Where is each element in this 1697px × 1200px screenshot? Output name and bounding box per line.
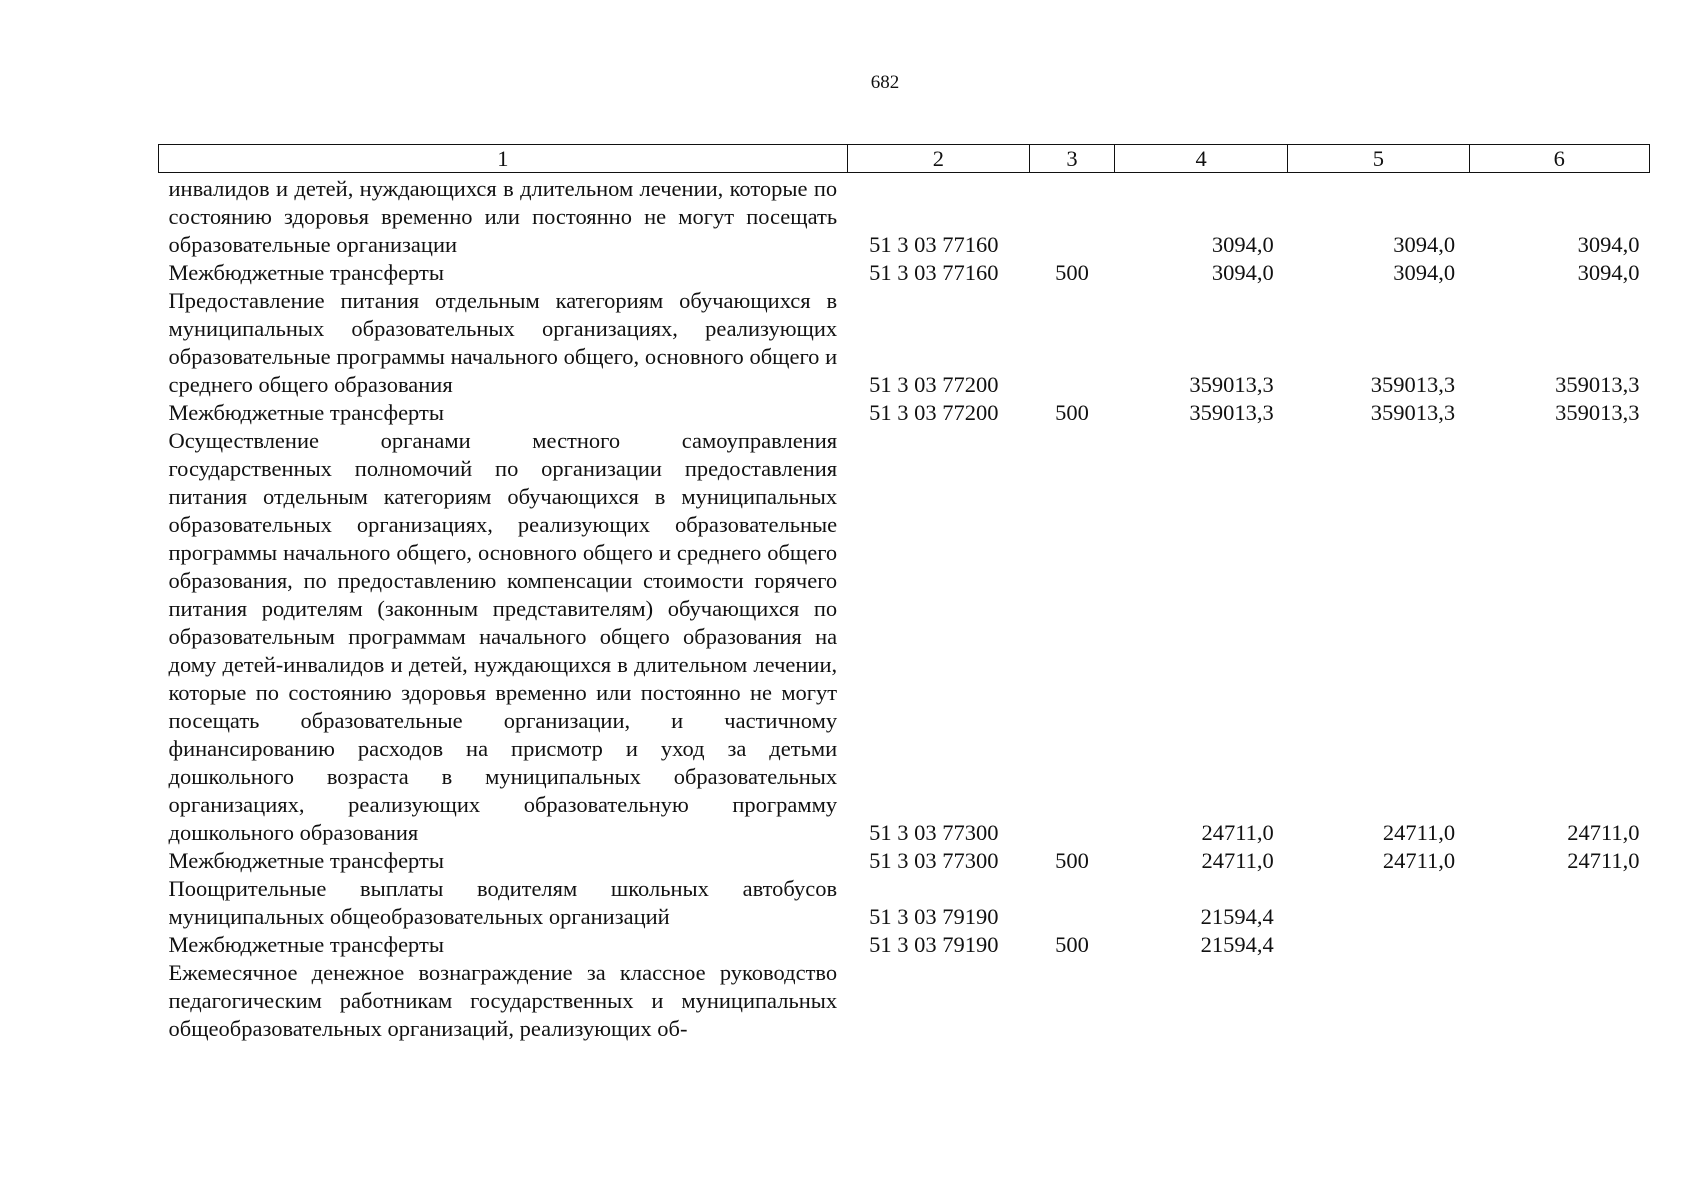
table-row [159, 875, 1650, 931]
row-description: инвалидов и детей, нуждающихся в длительном лечении, которые по состоянию здоровья временно или постоянно не могут посещать образовательные организации [168, 176, 838, 257]
row-target-code: 51 3 03 77160 [869, 260, 999, 285]
row-description: Межбюджетные трансферты [168, 848, 444, 873]
page-number: 682 [870, 72, 900, 93]
column-header-5: 5 [1288, 145, 1469, 173]
row-expense-type: 500 [1055, 260, 1089, 285]
row-value-col6: 24711,0 [1567, 820, 1640, 845]
row-value-col5: 359013,3 [1370, 400, 1456, 425]
row-value-col6 [1469, 875, 1649, 931]
row-value-col5: 24711,0 [1382, 820, 1456, 845]
row-description: Межбюджетные трансферты [168, 400, 444, 425]
table-row [159, 173, 1650, 260]
column-header-6: 6 [1469, 145, 1649, 173]
row-value-col6: 3094,0 [1577, 260, 1640, 285]
row-expense-type: 500 [1055, 932, 1089, 957]
row-value-col5: 3094,0 [1393, 232, 1456, 257]
row-description: Ежемесячное денежное вознаграждение за классное руководство педагогическим работникам государственных и муниципальных общеобразовательных организаций, реализующих об- [168, 960, 838, 1041]
table-row [159, 287, 1650, 399]
column-header-1: 1 [159, 145, 848, 173]
row-value-col5: 3094,0 [1393, 260, 1456, 285]
row-target-code: 51 3 03 79190 [869, 904, 999, 929]
row-value-col5: 24711,0 [1382, 848, 1456, 873]
row-description: Межбюджетные трансферты [168, 932, 444, 957]
row-value-col4: 359013,3 [1189, 400, 1274, 425]
row-value-col6 [1469, 959, 1649, 1043]
row-value-col4: 24711,0 [1201, 848, 1274, 873]
row-description: Предоставление питания отдельным категориям обучающихся в муниципальных образовательных организациях, реализующих образовательные программы начального общего, основного общего и среднего общего образования [168, 288, 838, 397]
row-value-col4: 3094,0 [1211, 260, 1274, 285]
row-target-code: 51 3 03 77200 [869, 372, 999, 397]
row-value-col6: 3094,0 [1577, 232, 1640, 257]
row-expense-type [1030, 427, 1115, 847]
table-row [159, 399, 1650, 427]
row-value-col5 [1288, 959, 1469, 1043]
row-expense-type: 500 [1055, 848, 1089, 873]
row-expense-type: 500 [1055, 400, 1089, 425]
row-value-col4: 3094,0 [1211, 232, 1274, 257]
row-value-col5 [1288, 875, 1469, 931]
row-target-code: 51 3 03 77300 [869, 820, 999, 845]
row-value-col4: 359013,3 [1189, 372, 1274, 397]
column-header-4: 4 [1115, 145, 1288, 173]
table-row [159, 847, 1650, 875]
table-row [159, 959, 1650, 1043]
table-row [159, 259, 1650, 287]
row-value-col6: 359013,3 [1555, 372, 1640, 397]
row-value-col6: 359013,3 [1555, 400, 1640, 425]
row-value-col5 [1288, 931, 1469, 959]
row-value-col6: 24711,0 [1567, 848, 1640, 873]
row-value-col4: 21594,4 [1200, 904, 1274, 929]
row-target-code: 51 3 03 77160 [869, 232, 999, 257]
row-value-col4: 21594,4 [1200, 932, 1274, 957]
row-value-col4 [1115, 959, 1288, 1043]
row-expense-type [1030, 173, 1115, 260]
row-description: Межбюджетные трансферты [168, 260, 444, 285]
budget-table [158, 144, 1650, 1043]
row-target-code: 51 3 03 79190 [869, 932, 999, 957]
table-row [159, 427, 1650, 847]
row-expense-type [1030, 287, 1115, 399]
row-value-col6 [1469, 931, 1649, 959]
row-expense-type [1030, 875, 1115, 931]
column-header-3: 3 [1030, 145, 1115, 173]
row-description: Поощрительные выплаты водителям школьных автобусов муниципальных общеобразовательных организаций [168, 876, 838, 929]
table-row [159, 931, 1650, 959]
row-expense-type [1030, 959, 1115, 1043]
table-header-row [159, 145, 1650, 173]
row-description: Осуществление органами местного самоуправления государственных полномочий по организации предоставления питания отдельным категориям обучающихся в муниципальных образовательных организациях, реализующих образовательные программы начального общего, основного общего и среднего общего образования, по предоставлению компенсации стоимости горячего питания родителям (законным представителям) обучающихся по образовательным программам начального общего образования на дому детей-инвалидов и детей, нуждающихся в длительном лечении, которые по состоянию здоровья временно или постоянно не могут посещать образовательные организации, и частичному финансированию расходов на присмотр и уход за детьми дошкольного возраста в муниципальных образовательных организациях, реализующих образовательную программу дошкольного образования [168, 428, 838, 845]
row-target-code: 51 3 03 77300 [869, 848, 999, 873]
column-header-2: 2 [847, 145, 1029, 173]
row-value-col4: 24711,0 [1201, 820, 1274, 845]
row-value-col5: 359013,3 [1370, 372, 1456, 397]
row-target-code [847, 959, 1029, 1043]
row-target-code: 51 3 03 77200 [869, 400, 999, 425]
